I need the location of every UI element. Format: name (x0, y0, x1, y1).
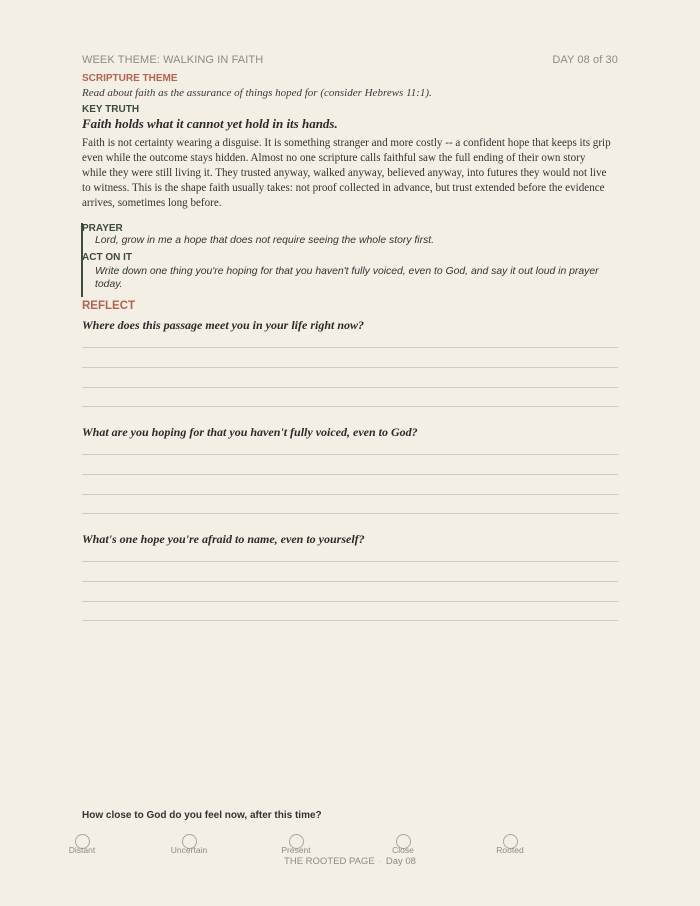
writing-line[interactable] (82, 406, 618, 407)
act-on-it-text: Write down one thing you're hoping for that you haven't fully voiced, even to God, and say it out loud in prayer today. (95, 266, 599, 290)
footer-separator: · (378, 856, 382, 867)
page-header (82, 54, 618, 68)
writing-line[interactable] (82, 347, 618, 348)
act-on-it-label: ACT ON IT (82, 252, 132, 263)
page-footer (0, 856, 700, 867)
key-truth-text: Faith holds what it cannot yet hold in its hands. (82, 116, 338, 131)
reflect-question: What's one hope you're afraid to name, even to yourself? (82, 532, 365, 546)
closeness-option-present[interactable] (266, 834, 326, 855)
footer-brand: THE ROOTED PAGE (284, 856, 375, 867)
writing-line[interactable] (82, 581, 618, 582)
writing-line[interactable] (82, 601, 618, 602)
writing-line[interactable] (82, 454, 618, 455)
closeness-option-label: Uncertain (170, 845, 208, 855)
closeness-option-close[interactable] (373, 834, 433, 855)
devotional-body: Faith is not certainty wearing a disguise. It is something stranger and more costly -- a confident hope that keeps its grip even while the outcome stays hidden. Almost no one scripture calls faithful saw the full ending of their own story while they were still living it. They trusted anyway, walked anyway, believed anyway, into futures they would not live to witness. This is the shape faith usually takes: not proof collected in advance, but trust extended before the evidence arrives, sometimes long before. (82, 137, 611, 209)
closeness-option-label: Present (281, 845, 311, 855)
day-counter: DAY 08 of 30 (552, 54, 618, 66)
writing-line[interactable] (82, 367, 618, 368)
reflect-question: What are you hoping for that you haven't fully voiced, even to God? (82, 425, 418, 439)
closeness-option-label: Close (392, 845, 414, 855)
prayer-text: Lord, grow in me a hope that does not require seeing the whole story first. (95, 235, 435, 246)
closeness-option-distant[interactable] (52, 834, 112, 855)
week-theme: WEEK THEME: WALKING IN FAITH (82, 54, 264, 66)
reflect-question: Where does this passage meet you in your life right now? (82, 318, 365, 332)
closeness-option-label: Distant (68, 845, 96, 855)
writing-line[interactable] (82, 561, 618, 562)
scripture-theme-label: SCRIPTURE THEME (82, 73, 178, 84)
key-truth-label: KEY TRUTH (82, 104, 140, 115)
closeness-option-uncertain[interactable] (159, 834, 219, 855)
writing-line[interactable] (82, 474, 618, 475)
prayer-label: PRAYER (82, 223, 123, 234)
closeness-option-label: Rooted (496, 845, 524, 855)
writing-line[interactable] (82, 494, 618, 495)
reflect-label: REFLECT (82, 300, 136, 312)
footer-day: Day 08 (385, 856, 416, 867)
writing-line[interactable] (82, 387, 618, 388)
writing-line[interactable] (82, 620, 618, 621)
closeness-question: How close to God do you feel now, after this time? (82, 810, 322, 821)
scripture-theme-text: Read about faith as the assurance of things hoped for (consider Hebrews 11:1). (82, 87, 432, 99)
closeness-option-rooted[interactable] (480, 834, 540, 855)
writing-line[interactable] (82, 513, 618, 514)
